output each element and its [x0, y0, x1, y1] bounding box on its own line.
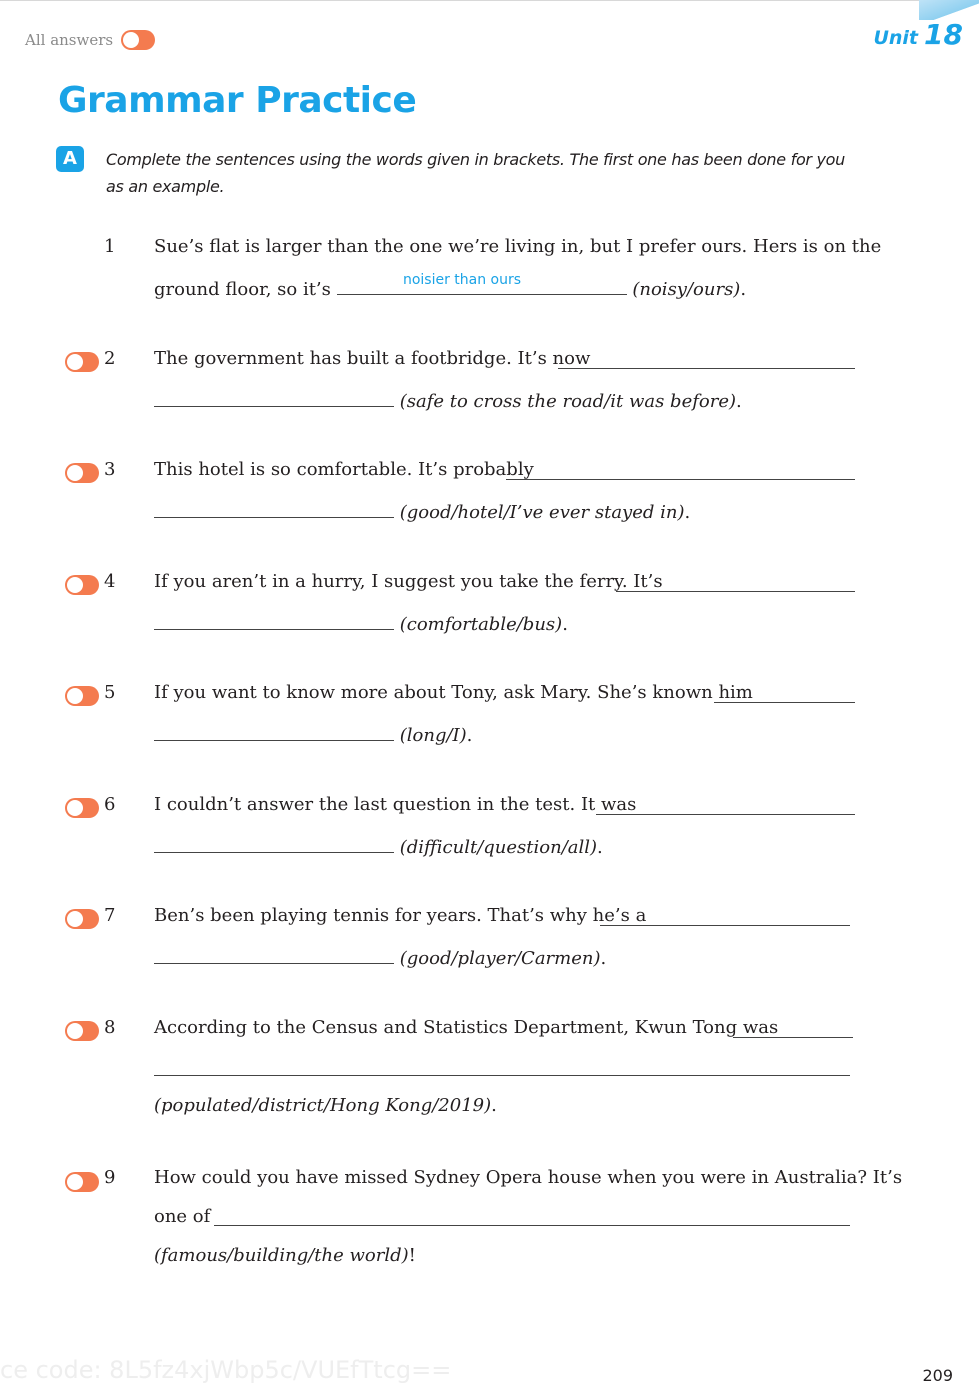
question-text: If you aren’t in a hurry, I suggest you take the ferry. It’s	[154, 571, 663, 592]
question-end: .	[597, 837, 603, 858]
question-text-line2	[154, 945, 606, 969]
question-text-line2	[154, 834, 603, 858]
question-end: .	[740, 279, 747, 300]
question-text: If you want to know more about Tony, ask Mary. She’s known him	[154, 682, 753, 703]
question-hint: (noisy/ours)	[632, 279, 741, 300]
answer-blank[interactable]	[558, 368, 855, 369]
corner-decoration	[919, 0, 979, 20]
answer-blank-continued[interactable]	[154, 611, 394, 630]
question-hint: (good/hotel/I’ve ever stayed in)	[399, 502, 685, 523]
question-prefix: one of	[154, 1206, 211, 1227]
question-text-line2	[154, 722, 472, 746]
answer-blank-continued[interactable]	[154, 499, 394, 518]
question-number: 2	[104, 348, 116, 369]
section-badge: A	[56, 146, 84, 172]
answer-blank-continued[interactable]	[154, 834, 394, 853]
question-number: 7	[104, 905, 116, 926]
question-hint: (long/I)	[399, 725, 467, 746]
watermark-code: ce code: 8L5fz4xjWbp5c/VUEfTtcg==	[0, 1356, 452, 1384]
answer-toggle[interactable]	[65, 1021, 99, 1041]
all-answers-label: All answers	[25, 31, 114, 49]
question-text: According to the Census and Statistics Department, Kwun Tong was	[154, 1017, 779, 1038]
question-text-line2	[154, 1206, 210, 1227]
answer-blank-continued[interactable]	[154, 388, 394, 407]
question-text: I couldn’t answer the last question in the test. It was	[154, 794, 637, 815]
unit-heading	[873, 18, 963, 51]
question-text-line2	[154, 388, 742, 412]
page-title: Grammar Practice	[58, 80, 417, 121]
all-answers-toggle[interactable]	[121, 30, 155, 50]
question-end: .	[684, 502, 691, 523]
question-hint: (safe to cross the road/it was before)	[399, 391, 736, 412]
question-end: .	[736, 391, 742, 412]
question-hint: (good/player/Carmen)	[399, 948, 601, 969]
unit-label: Unit	[873, 27, 919, 49]
question-number: 4	[104, 571, 116, 592]
answer-toggle[interactable]	[65, 1172, 99, 1192]
answer-blank[interactable]	[506, 479, 855, 480]
question-text: How could you have missed Sydney Opera house when you were in Australia? It’s	[154, 1167, 903, 1188]
page-number: 209	[922, 1366, 953, 1385]
question-text: The government has built a footbridge. It’s now	[154, 348, 591, 369]
answer-blank[interactable]	[733, 1037, 853, 1038]
question-text: Ben’s been playing tennis for years. That’s why he’s a	[154, 905, 647, 926]
answer-blank[interactable]	[616, 591, 855, 592]
question-text: Sue’s flat is larger than the one we’re living in, but I prefer ours. Hers is on the	[154, 236, 882, 257]
answer-blank-continued[interactable]	[154, 945, 394, 964]
question-end: .	[466, 725, 473, 746]
question-text: This hotel is so comfortable. It’s probably	[154, 459, 534, 480]
question-end: .	[562, 614, 568, 635]
answer-toggle[interactable]	[65, 909, 99, 929]
question-hint: (comfortable/bus)	[399, 614, 563, 635]
top-border	[0, 0, 979, 1]
answer-blank-continued[interactable]	[154, 1075, 850, 1076]
question-number: 8	[104, 1017, 116, 1038]
all-answers-control	[25, 30, 155, 50]
question-text-line2	[154, 611, 568, 635]
question-end: .	[600, 948, 607, 969]
question-hint: (difficult/question/all)	[399, 837, 598, 858]
answer-toggle[interactable]	[65, 575, 99, 595]
answer-blank-continued[interactable]	[154, 722, 394, 741]
answer-text: noisier than ours	[402, 272, 522, 288]
question-number: 9	[104, 1167, 116, 1188]
question-end: .	[491, 1095, 497, 1116]
answer-blank[interactable]	[596, 814, 855, 815]
answer-toggle[interactable]	[65, 352, 99, 372]
question-hint: (populated/district/Hong Kong/2019)	[154, 1095, 492, 1116]
question-number: 6	[104, 794, 116, 815]
question-prefix: ground floor, so it’s	[154, 279, 331, 300]
unit-number: 18	[924, 18, 963, 51]
question-text-line3	[154, 1245, 416, 1266]
answer-toggle[interactable]	[65, 686, 99, 706]
answer-blank[interactable]	[714, 702, 855, 703]
answer-blank[interactable]	[600, 925, 850, 926]
answer-toggle[interactable]	[65, 798, 99, 818]
question-text-line2	[154, 499, 690, 523]
question-hint: (famous/building/the world)	[154, 1245, 409, 1266]
answer-blank[interactable]	[214, 1225, 850, 1226]
question-number: 5	[104, 682, 116, 703]
question-text-line3	[154, 1095, 497, 1116]
question-end: !	[408, 1245, 416, 1266]
question-number: 1	[104, 236, 116, 257]
section-instruction: Complete the sentences using the words given in brackets. The first one has been done for you as an example.	[106, 150, 845, 196]
answer-toggle[interactable]	[65, 463, 99, 483]
question-number: 3	[104, 459, 116, 480]
